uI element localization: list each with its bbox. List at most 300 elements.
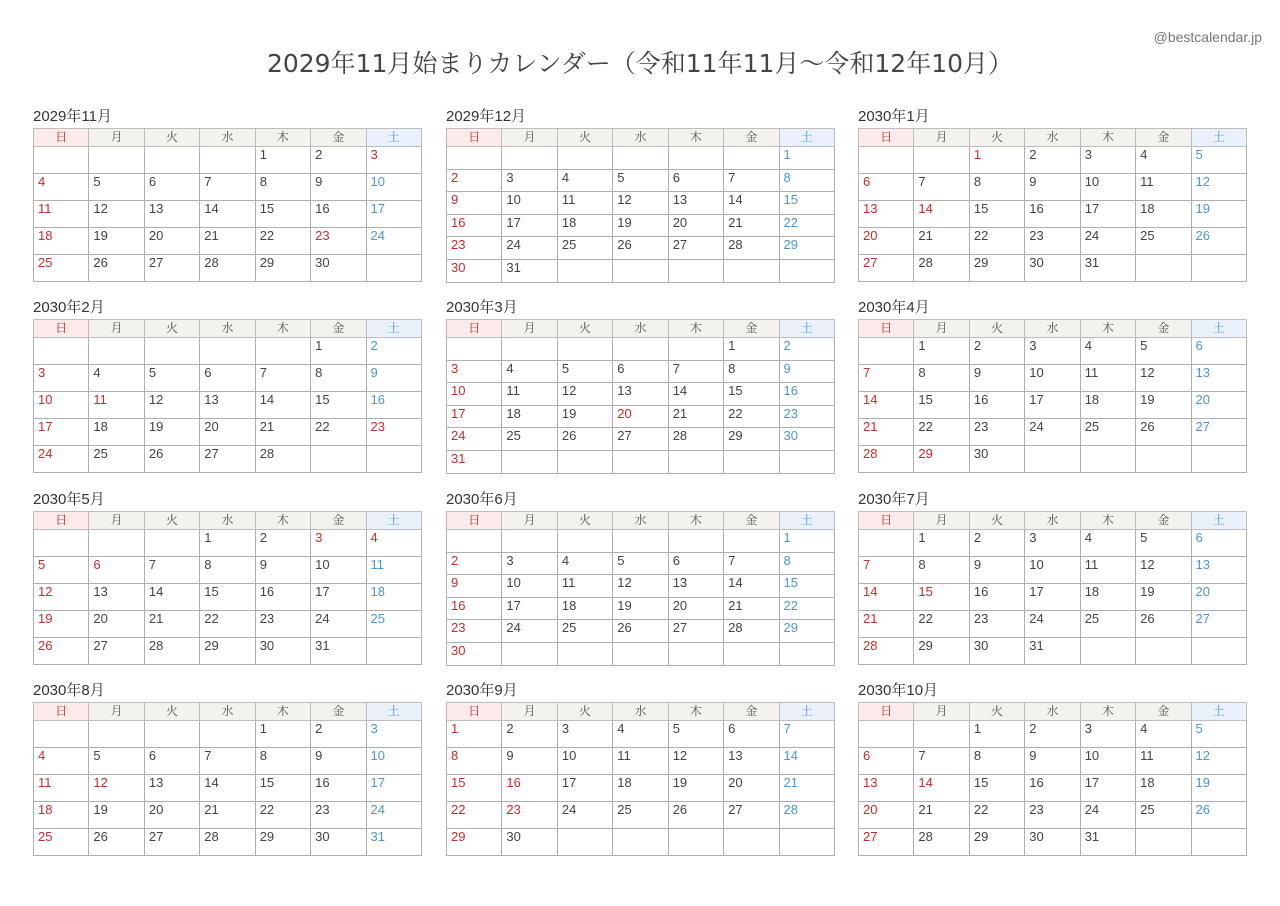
day-cell: 20 xyxy=(144,802,199,829)
day-cell: 9 xyxy=(1025,748,1080,775)
empty-cell xyxy=(613,338,668,361)
day-cell: 18 xyxy=(366,584,421,611)
day-cell: 7 xyxy=(859,365,914,392)
empty-cell xyxy=(502,450,557,473)
week-row xyxy=(34,365,422,392)
day-cell: 12 xyxy=(144,392,199,419)
empty-cell xyxy=(557,530,612,553)
day-cell: 28 xyxy=(255,446,310,473)
day-cell: 30 xyxy=(1025,255,1080,282)
weekday-header: 土 xyxy=(366,320,421,338)
weekday-header: 土 xyxy=(779,129,834,147)
day-cell: 25 xyxy=(34,829,89,856)
day-cell: 19 xyxy=(144,419,199,446)
weekday-header: 月 xyxy=(89,320,144,338)
day-cell: 18 xyxy=(34,228,89,255)
day-cell: 6 xyxy=(1191,530,1246,557)
day-cell: 13 xyxy=(144,775,199,802)
day-cell: 22 xyxy=(969,228,1024,255)
day-cell: 31 xyxy=(366,829,421,856)
week-row xyxy=(447,552,835,575)
day-cell: 21 xyxy=(200,802,255,829)
day-cell: 21 xyxy=(859,419,914,446)
day-cell: 6 xyxy=(200,365,255,392)
month-table xyxy=(858,702,1247,856)
weekday-header: 木 xyxy=(255,703,310,721)
weekday-header: 木 xyxy=(1080,703,1135,721)
day-cell: 2 xyxy=(311,721,366,748)
day-cell: 15 xyxy=(311,392,366,419)
weekday-header: 水 xyxy=(1025,129,1080,147)
day-cell: 20 xyxy=(200,419,255,446)
day-cell: 14 xyxy=(668,383,723,406)
month-table xyxy=(858,128,1247,282)
weekday-header: 木 xyxy=(255,512,310,530)
day-cell: 3 xyxy=(311,530,366,557)
day-cell: 7 xyxy=(200,174,255,201)
day-cell: 24 xyxy=(1025,611,1080,638)
day-cell: 5 xyxy=(144,365,199,392)
day-cell: 26 xyxy=(557,428,612,451)
day-cell: 5 xyxy=(613,552,668,575)
day-cell: 30 xyxy=(1025,829,1080,856)
weekday-header: 土 xyxy=(366,512,421,530)
day-cell: 1 xyxy=(969,147,1024,174)
day-cell: 27 xyxy=(859,255,914,282)
day-cell: 10 xyxy=(366,748,421,775)
day-cell: 4 xyxy=(34,174,89,201)
day-cell: 21 xyxy=(859,611,914,638)
weekday-header: 土 xyxy=(1191,703,1246,721)
weekday-header: 金 xyxy=(724,703,779,721)
weekday-header: 水 xyxy=(1025,320,1080,338)
day-cell: 4 xyxy=(89,365,144,392)
weekday-header: 日 xyxy=(34,320,89,338)
weekday-header: 日 xyxy=(34,129,89,147)
weekday-header: 水 xyxy=(200,703,255,721)
day-cell: 16 xyxy=(255,584,310,611)
day-cell: 19 xyxy=(1191,201,1246,228)
empty-cell xyxy=(1191,638,1246,665)
day-cell: 23 xyxy=(366,419,421,446)
week-row xyxy=(859,201,1247,228)
day-cell: 12 xyxy=(34,584,89,611)
day-cell: 28 xyxy=(914,829,969,856)
day-cell: 7 xyxy=(914,748,969,775)
month-table xyxy=(33,511,422,665)
empty-cell xyxy=(557,829,612,856)
weekday-header: 金 xyxy=(311,512,366,530)
day-cell: 5 xyxy=(557,360,612,383)
day-cell: 22 xyxy=(779,214,834,237)
day-cell: 4 xyxy=(613,721,668,748)
day-cell: 27 xyxy=(200,446,255,473)
week-row xyxy=(34,611,422,638)
day-cell: 29 xyxy=(779,620,834,643)
day-cell: 18 xyxy=(557,597,612,620)
weekday-header: 月 xyxy=(89,703,144,721)
day-cell: 19 xyxy=(1191,775,1246,802)
day-cell: 5 xyxy=(89,748,144,775)
weekday-header-row xyxy=(859,703,1247,721)
day-cell: 26 xyxy=(668,802,723,829)
day-cell: 12 xyxy=(1136,365,1191,392)
day-cell: 27 xyxy=(1191,419,1246,446)
day-cell: 24 xyxy=(311,611,366,638)
weekday-header: 日 xyxy=(447,320,502,338)
day-cell: 21 xyxy=(914,802,969,829)
day-cell: 14 xyxy=(914,201,969,228)
week-row xyxy=(447,642,835,665)
weekday-header: 金 xyxy=(311,129,366,147)
week-row xyxy=(859,721,1247,748)
day-cell: 8 xyxy=(779,552,834,575)
empty-cell xyxy=(34,338,89,365)
day-cell: 11 xyxy=(366,557,421,584)
weekday-header: 日 xyxy=(447,129,502,147)
day-cell: 20 xyxy=(668,597,723,620)
day-cell: 11 xyxy=(89,392,144,419)
day-cell: 5 xyxy=(1136,338,1191,365)
weekday-header: 火 xyxy=(144,512,199,530)
empty-cell xyxy=(144,338,199,365)
day-cell: 1 xyxy=(200,530,255,557)
day-cell: 12 xyxy=(668,748,723,775)
day-cell: 16 xyxy=(969,584,1024,611)
week-row xyxy=(447,450,835,473)
week-row xyxy=(34,419,422,446)
day-cell: 16 xyxy=(1025,775,1080,802)
day-cell: 25 xyxy=(1136,228,1191,255)
empty-cell xyxy=(34,530,89,557)
day-cell: 27 xyxy=(668,620,723,643)
day-cell: 24 xyxy=(366,802,421,829)
day-cell: 10 xyxy=(1080,174,1135,201)
day-cell: 12 xyxy=(613,192,668,215)
weekday-header: 火 xyxy=(144,320,199,338)
day-cell: 1 xyxy=(914,530,969,557)
day-cell: 14 xyxy=(200,201,255,228)
day-cell: 18 xyxy=(89,419,144,446)
day-cell: 4 xyxy=(34,748,89,775)
month-calendar xyxy=(858,489,1247,665)
day-cell: 11 xyxy=(1080,365,1135,392)
day-cell: 11 xyxy=(557,575,612,598)
empty-cell xyxy=(557,642,612,665)
day-cell: 1 xyxy=(255,721,310,748)
month-title: 2030年3月 xyxy=(446,299,518,316)
week-row xyxy=(447,428,835,451)
weekday-header: 水 xyxy=(200,512,255,530)
day-cell: 17 xyxy=(1080,775,1135,802)
day-cell: 2 xyxy=(969,530,1024,557)
weekday-header: 土 xyxy=(366,129,421,147)
day-cell: 17 xyxy=(502,597,557,620)
weekday-header: 木 xyxy=(668,512,723,530)
empty-cell xyxy=(34,721,89,748)
month-title: 2030年5月 xyxy=(33,491,105,508)
day-cell: 28 xyxy=(200,255,255,282)
week-row xyxy=(859,228,1247,255)
weekday-header: 日 xyxy=(34,703,89,721)
day-cell: 29 xyxy=(914,638,969,665)
day-cell: 28 xyxy=(859,446,914,473)
site-credit: @bestcalendar.jp xyxy=(1153,29,1262,45)
day-cell: 30 xyxy=(969,638,1024,665)
weekday-header: 火 xyxy=(557,512,612,530)
empty-cell xyxy=(255,338,310,365)
weekday-header-row xyxy=(859,129,1247,147)
day-cell: 28 xyxy=(724,620,779,643)
weekday-header: 木 xyxy=(1080,320,1135,338)
empty-cell xyxy=(724,259,779,282)
month-calendar xyxy=(33,106,422,282)
day-cell: 4 xyxy=(557,169,612,192)
week-row xyxy=(447,147,835,170)
day-cell: 6 xyxy=(613,360,668,383)
weekday-header: 木 xyxy=(668,320,723,338)
day-cell: 3 xyxy=(1025,530,1080,557)
day-cell: 4 xyxy=(1080,530,1135,557)
weekday-header-row xyxy=(34,129,422,147)
week-row xyxy=(447,775,835,802)
day-cell: 9 xyxy=(447,192,502,215)
month-calendar xyxy=(33,297,422,473)
day-cell: 26 xyxy=(1191,802,1246,829)
day-cell: 22 xyxy=(914,611,969,638)
day-cell: 6 xyxy=(859,174,914,201)
day-cell: 26 xyxy=(144,446,199,473)
day-cell: 2 xyxy=(1025,147,1080,174)
empty-cell xyxy=(859,147,914,174)
day-cell: 24 xyxy=(1080,228,1135,255)
day-cell: 4 xyxy=(366,530,421,557)
day-cell: 3 xyxy=(557,721,612,748)
weekday-header: 日 xyxy=(34,512,89,530)
day-cell: 2 xyxy=(1025,721,1080,748)
empty-cell xyxy=(557,147,612,170)
day-cell: 30 xyxy=(969,446,1024,473)
month-calendar xyxy=(33,680,422,856)
weekday-header-row xyxy=(447,512,835,530)
day-cell: 22 xyxy=(255,228,310,255)
empty-cell xyxy=(89,338,144,365)
day-cell: 27 xyxy=(613,428,668,451)
day-cell: 14 xyxy=(144,584,199,611)
week-row xyxy=(447,192,835,215)
day-cell: 12 xyxy=(557,383,612,406)
weekday-header: 火 xyxy=(144,129,199,147)
day-cell: 29 xyxy=(779,237,834,260)
day-cell: 6 xyxy=(1191,338,1246,365)
empty-cell xyxy=(779,642,834,665)
day-cell: 6 xyxy=(724,721,779,748)
day-cell: 27 xyxy=(89,638,144,665)
day-cell: 13 xyxy=(89,584,144,611)
week-row xyxy=(34,201,422,228)
day-cell: 18 xyxy=(34,802,89,829)
day-cell: 21 xyxy=(255,419,310,446)
day-cell: 31 xyxy=(311,638,366,665)
day-cell: 2 xyxy=(779,338,834,361)
empty-cell xyxy=(1080,638,1135,665)
week-row xyxy=(859,338,1247,365)
day-cell: 11 xyxy=(34,201,89,228)
day-cell: 23 xyxy=(447,237,502,260)
empty-cell xyxy=(311,446,366,473)
day-cell: 26 xyxy=(613,620,668,643)
day-cell: 14 xyxy=(914,775,969,802)
month-title: 2030年8月 xyxy=(33,682,105,699)
day-cell: 25 xyxy=(1136,802,1191,829)
day-cell: 2 xyxy=(255,530,310,557)
weekday-header: 月 xyxy=(502,512,557,530)
day-cell: 25 xyxy=(34,255,89,282)
day-cell: 4 xyxy=(557,552,612,575)
weekday-header: 日 xyxy=(447,703,502,721)
day-cell: 18 xyxy=(1080,584,1135,611)
day-cell: 6 xyxy=(144,174,199,201)
weekday-header: 水 xyxy=(1025,512,1080,530)
weekday-header: 土 xyxy=(779,320,834,338)
day-cell: 13 xyxy=(1191,557,1246,584)
day-cell: 3 xyxy=(447,360,502,383)
empty-cell xyxy=(668,338,723,361)
week-row xyxy=(34,147,422,174)
weekday-header-row xyxy=(859,320,1247,338)
day-cell: 29 xyxy=(914,446,969,473)
day-cell: 10 xyxy=(1025,557,1080,584)
page-title: 2029年11月始まりカレンダー（令和11年11月〜令和12年10月） xyxy=(266,49,1014,78)
month-calendar xyxy=(446,106,835,283)
week-row xyxy=(34,530,422,557)
empty-cell xyxy=(502,147,557,170)
day-cell: 1 xyxy=(447,721,502,748)
day-cell: 11 xyxy=(613,748,668,775)
month-title: 2030年7月 xyxy=(858,491,930,508)
week-row xyxy=(447,530,835,553)
weekday-header: 金 xyxy=(1136,512,1191,530)
weekday-header: 木 xyxy=(668,703,723,721)
day-cell: 25 xyxy=(557,237,612,260)
day-cell: 1 xyxy=(779,147,834,170)
day-cell: 6 xyxy=(668,552,723,575)
empty-cell xyxy=(668,259,723,282)
day-cell: 11 xyxy=(34,775,89,802)
empty-cell xyxy=(200,721,255,748)
weekday-header: 土 xyxy=(1191,512,1246,530)
week-row xyxy=(447,748,835,775)
day-cell: 31 xyxy=(447,450,502,473)
week-row xyxy=(447,597,835,620)
day-cell: 14 xyxy=(859,392,914,419)
day-cell: 16 xyxy=(447,214,502,237)
day-cell: 30 xyxy=(779,428,834,451)
month-title: 2030年1月 xyxy=(858,108,930,125)
month-table xyxy=(858,511,1247,665)
week-row xyxy=(34,638,422,665)
day-cell: 8 xyxy=(969,174,1024,201)
weekday-header-row xyxy=(859,512,1247,530)
day-cell: 14 xyxy=(859,584,914,611)
day-cell: 12 xyxy=(89,201,144,228)
day-cell: 22 xyxy=(447,802,502,829)
day-cell: 12 xyxy=(89,775,144,802)
day-cell: 24 xyxy=(1080,802,1135,829)
day-cell: 27 xyxy=(668,237,723,260)
empty-cell xyxy=(502,338,557,361)
day-cell: 19 xyxy=(1136,392,1191,419)
day-cell: 9 xyxy=(311,748,366,775)
day-cell: 15 xyxy=(914,392,969,419)
week-row xyxy=(34,748,422,775)
day-cell: 8 xyxy=(311,365,366,392)
day-cell: 5 xyxy=(1136,530,1191,557)
day-cell: 11 xyxy=(1080,557,1135,584)
day-cell: 1 xyxy=(311,338,366,365)
day-cell: 13 xyxy=(668,575,723,598)
day-cell: 23 xyxy=(779,405,834,428)
day-cell: 3 xyxy=(34,365,89,392)
day-cell: 21 xyxy=(779,775,834,802)
day-cell: 17 xyxy=(557,775,612,802)
weekday-header: 火 xyxy=(557,703,612,721)
weekday-header: 木 xyxy=(668,129,723,147)
day-cell: 16 xyxy=(969,392,1024,419)
day-cell: 27 xyxy=(144,829,199,856)
day-cell: 24 xyxy=(502,620,557,643)
week-row xyxy=(447,259,835,282)
day-cell: 22 xyxy=(779,597,834,620)
day-cell: 25 xyxy=(613,802,668,829)
empty-cell xyxy=(502,642,557,665)
day-cell: 18 xyxy=(1136,775,1191,802)
empty-cell xyxy=(613,147,668,170)
empty-cell xyxy=(144,530,199,557)
empty-cell xyxy=(613,530,668,553)
empty-cell xyxy=(668,147,723,170)
empty-cell xyxy=(668,829,723,856)
day-cell: 7 xyxy=(724,552,779,575)
week-row xyxy=(859,802,1247,829)
day-cell: 22 xyxy=(914,419,969,446)
weekday-header: 水 xyxy=(613,129,668,147)
empty-cell xyxy=(447,147,502,170)
day-cell: 2 xyxy=(447,552,502,575)
day-cell: 27 xyxy=(724,802,779,829)
day-cell: 14 xyxy=(724,575,779,598)
day-cell: 22 xyxy=(311,419,366,446)
day-cell: 4 xyxy=(1136,721,1191,748)
day-cell: 13 xyxy=(859,201,914,228)
day-cell: 19 xyxy=(668,775,723,802)
day-cell: 13 xyxy=(724,748,779,775)
day-cell: 10 xyxy=(366,174,421,201)
week-row xyxy=(859,584,1247,611)
day-cell: 23 xyxy=(447,620,502,643)
day-cell: 28 xyxy=(724,237,779,260)
weekday-header: 火 xyxy=(969,320,1024,338)
day-cell: 10 xyxy=(34,392,89,419)
day-cell: 12 xyxy=(613,575,668,598)
empty-cell xyxy=(724,642,779,665)
empty-cell xyxy=(557,259,612,282)
weekday-header: 月 xyxy=(914,703,969,721)
week-row xyxy=(859,419,1247,446)
day-cell: 24 xyxy=(557,802,612,829)
month-table xyxy=(33,128,422,282)
day-cell: 14 xyxy=(779,748,834,775)
